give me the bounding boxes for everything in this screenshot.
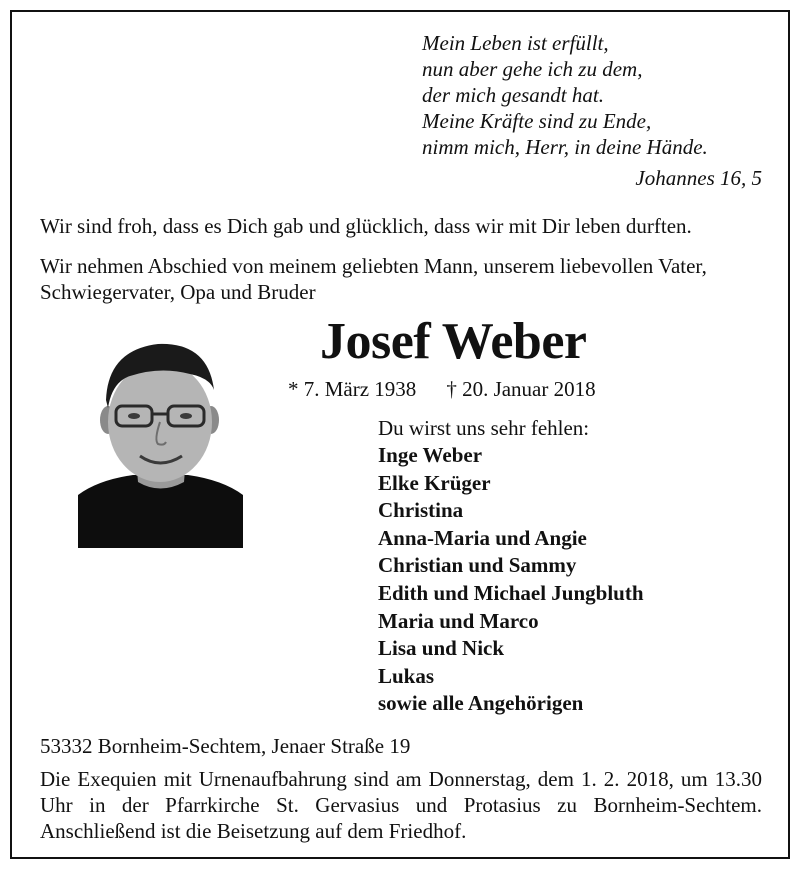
verse-line: nimm mich, Herr, in deine Hände. bbox=[422, 135, 708, 159]
mourner-list bbox=[378, 442, 644, 718]
mourner-name: Christian und Sammy bbox=[378, 553, 577, 578]
mourner-name: Christina bbox=[378, 498, 464, 523]
funeral-details: Die Exequien mit Urnenaufbahrung sind am Donnerstag, dem 1. 2. 2018, um 13.30 Uhr in der Pfarrkirche St. Gervasius und Protasius zu Bornheim-Sechtem. Anschließend ist die Beisetzung auf dem Friedhof. bbox=[40, 767, 762, 843]
intro-sentence: Wir sind froh, dass es Dich gab und glücklich, dass wir mit Dir leben durften. bbox=[40, 214, 692, 238]
mourner-name: Edith und Michael Jungbluth bbox=[378, 580, 644, 605]
mourner-name: sowie alle Angehörigen bbox=[378, 691, 584, 716]
birth-date: * 7. März 1938 bbox=[288, 377, 417, 401]
mourner-name: Elke Krüger bbox=[378, 470, 491, 495]
verse-line: Meine Kräfte sind zu Ende, bbox=[422, 109, 652, 133]
life-dates bbox=[288, 377, 596, 402]
deceased-name: Josef Weber bbox=[320, 313, 587, 370]
mourner-name: Maria und Marco bbox=[378, 608, 539, 633]
verse-line: Mein Leben ist erfüllt, bbox=[422, 31, 609, 55]
death-date: † 20. Januar 2018 bbox=[446, 377, 596, 401]
family-address: 53332 Bornheim-Sechtem, Jenaer Straße 19 bbox=[40, 734, 411, 758]
verse-line: der mich gesandt hat. bbox=[422, 83, 604, 107]
verse-line: nun aber gehe ich zu dem, bbox=[422, 57, 643, 81]
mourners-intro: Du wirst uns sehr fehlen: bbox=[378, 416, 590, 440]
portrait-photo bbox=[78, 330, 243, 548]
portrait-image bbox=[78, 330, 243, 548]
bible-verse bbox=[422, 30, 708, 160]
mourner-name: Anna-Maria und Angie bbox=[378, 525, 587, 550]
mourner-name: Lukas bbox=[378, 663, 435, 688]
farewell-sentence: Wir nehmen Abschied von meinem geliebten Mann, unserem liebevollen Vater, Schwiegervater, Opa und Bruder bbox=[40, 254, 707, 304]
mourner-name: Inge Weber bbox=[378, 443, 483, 467]
mourner-name: Lisa und Nick bbox=[378, 636, 505, 661]
verse-source: Johannes 16, 5 bbox=[635, 166, 762, 190]
